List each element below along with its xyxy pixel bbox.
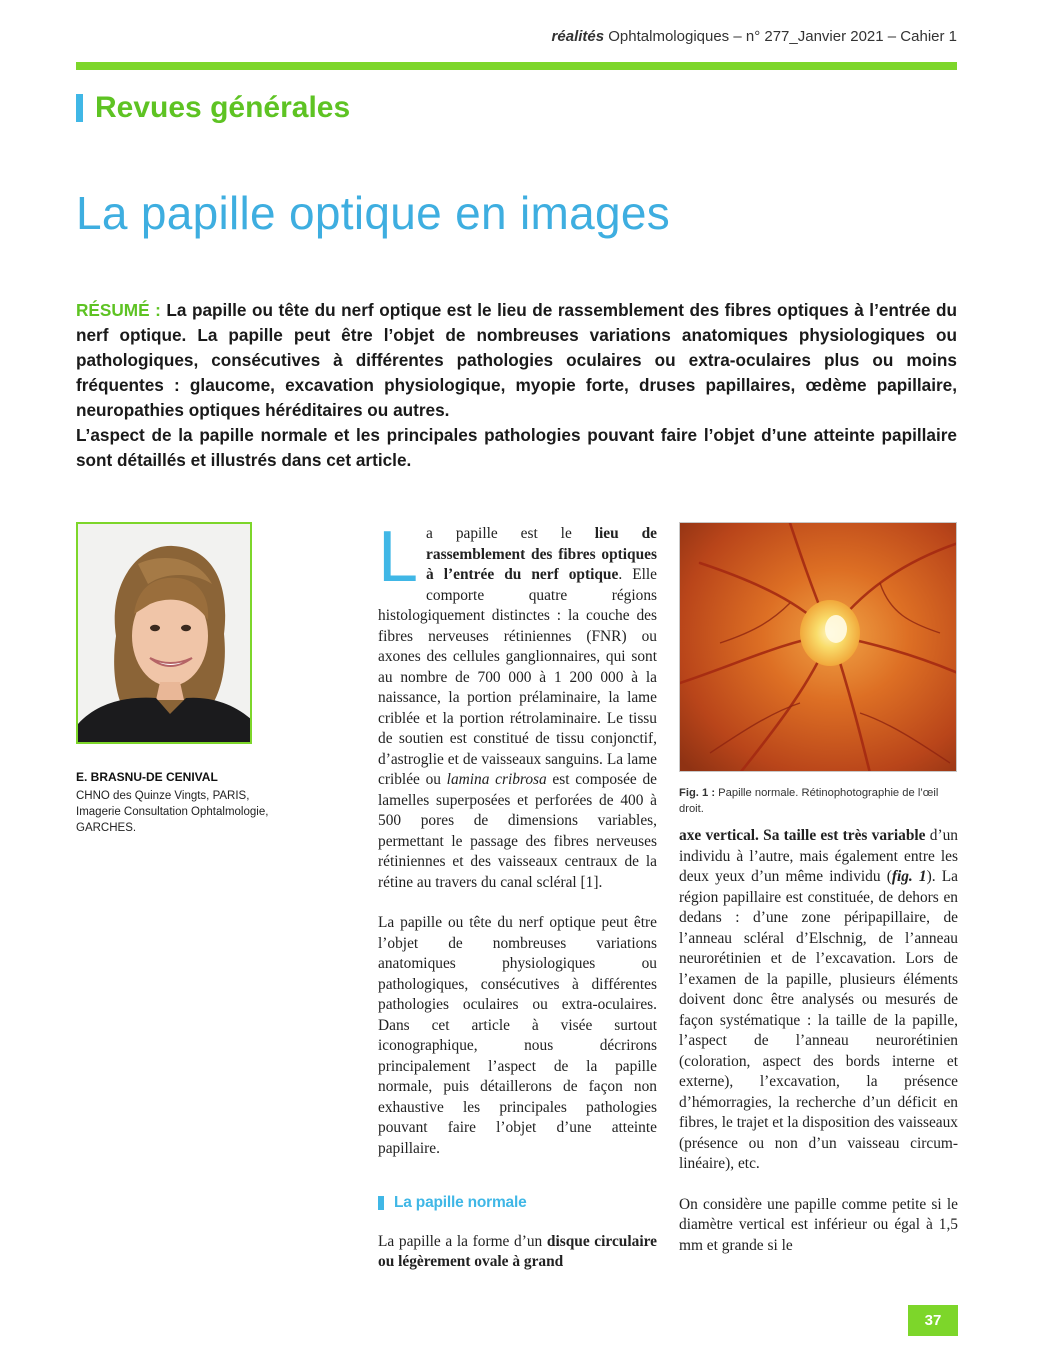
body-emphasis: axe vertical. Sa taille est très variable <box>679 827 926 844</box>
figure-label: Fig. 1 : <box>679 787 716 799</box>
body-paragraph-1 <box>378 517 657 893</box>
figure-1-image <box>679 522 957 772</box>
body-column-middle <box>378 517 657 1273</box>
section-tag <box>76 88 350 128</box>
body-text: La papille a la forme d’un <box>378 1232 547 1250</box>
section-marker-icon <box>76 94 83 122</box>
abstract-paragraph-2: L’aspect de la papille normale et les principales pathologies pouvant faire l’objet d’une atteinte papillaire sont détaillés et illustrés dans cet article. <box>76 425 957 470</box>
retina-photo-icon <box>680 523 957 772</box>
journal-brand: réalités <box>551 28 605 45</box>
author-affiliation <box>76 788 326 836</box>
figure-caption-text: Papille normale. Rétinophotographie de l’œil droit. <box>679 787 939 815</box>
subsection-marker-icon <box>378 1196 384 1210</box>
body-text: est composée de lamelles superposées et perforées de 400 à 500 pores de dimensions variables, permettant le passage des fibres nerveuses rétiniennes et des vaisseaux centraux de la rétine au travers du canal scléral [1]. <box>378 771 657 891</box>
author-affiliation-line: CHNO des Quinze Vingts, PARIS, <box>76 790 250 802</box>
author-affiliation-line: Imagerie Consultation Ophtalmologie, <box>76 806 269 818</box>
body-paragraph-2: La papille ou tête du nerf optique peut être l’objet de nombreuses variations anatomiques physiologiques ou pathologiques, consécutives à différentes pathologies oculaires ou extra-oculaires. Dans cet article à visée surtout iconographique, nous décrirons principalement l’aspect de la papille normale, puis détaillerons de façon non exhaustive les principales pathologies pouvant faire l’objet d’une atteinte papillaire. <box>378 914 657 1157</box>
abstract-label: RÉSUMÉ : <box>76 300 161 320</box>
body-emphasis: disque circulaire ou légèrement ovale à grand <box>378 1232 657 1270</box>
abstract-text-1: La papille ou tête du nerf optique est le lieu de rassemblement des fibres optiques à l’entrée du nerf optique. La papille peut être l’objet de nombreuses variations anatomiques physiologiques ou pathologiques, consécutives à différentes pathologies oculaires ou extra-oculaires plus ou moins fréquentes : glaucome, excavation physiologique, myopie forte, druses papillaires, œdème papillaire, neuropathies optiques héréditaires ou autres. <box>76 300 957 420</box>
figure-reference: fig. 1 <box>891 868 927 885</box>
body-text: . Elle comporte quatre régions histologiquement distinctes : la couche des fibres nerveuses rétiniennes (FNR) ou axones des cellules ganglionnaires, qui sont au nombre de 700 000 à 1 200 000 à la naissance, la portion prélaminaire, la lame criblée et la portion rétrolaminaire. Le tissu de soutien est constitué de tissu conjonctif, d’astroglie et de vaisseaux sanguins. La lame criblée ou <box>378 566 657 788</box>
body-text: a papille est le <box>426 525 595 542</box>
header-rule <box>76 62 957 70</box>
page-number: 37 <box>908 1305 958 1336</box>
dropcap: L <box>378 517 419 597</box>
author-name: E. BRASNU-DE CENIVAL <box>76 770 218 784</box>
section-label: Revues générales <box>95 91 351 124</box>
body-emphasis: lieu de rassemblement des fibres optiques à l’entrée du nerf optique <box>426 525 657 583</box>
abstract-paragraph-1 <box>76 298 957 423</box>
author-portrait-icon <box>78 524 252 744</box>
subsection-heading <box>378 1193 657 1214</box>
body-text: ). La région papillaire est constituée, de dehors en dedans : d’une zone péripapillaire, de l’anneau scléral d’Elschnig, de l’anneau neurorétinien et de l’excavation. Lors de l’examen de la papille, plusieurs éléments doivent donc être analysés ou mesurés de façon systématique : la taille de la papille, l’aspect de l’anneau neurorétinien (coloration, aspect des bords interne et externe), l’excavation, la présence d’hémorragies, la recherche d’un déficit en fibres, le trajet et la disposition des vaisseaux (présence ou non d’un vaisseau circum-linéaire), etc. <box>679 868 958 1172</box>
body-italic: lamina cribrosa <box>446 771 547 788</box>
abstract <box>76 298 957 473</box>
subsection-title: La papille normale <box>394 1194 527 1211</box>
body-text: d’un individu à l’autre, mais également entre les deux yeux d’un même individu ( <box>679 827 958 885</box>
author-photo <box>76 522 252 744</box>
body-paragraph-3-cont <box>679 826 958 1175</box>
body-paragraph-3-start <box>378 1232 657 1273</box>
figure-1-caption <box>679 786 957 817</box>
running-header <box>76 28 957 45</box>
body-paragraph-4: On considère une papille comme petite si le diamètre vertical est inférieur ou égal à 1,5 mm et grande si le <box>679 1195 958 1254</box>
author-affiliation-line: GARCHES. <box>76 822 137 834</box>
journal-issue: Ophtalmologiques – n° 277_Janvier 2021 – Cahier 1 <box>608 28 957 45</box>
article-title: La papille optique en images <box>76 187 671 239</box>
body-column-right <box>679 826 958 1256</box>
